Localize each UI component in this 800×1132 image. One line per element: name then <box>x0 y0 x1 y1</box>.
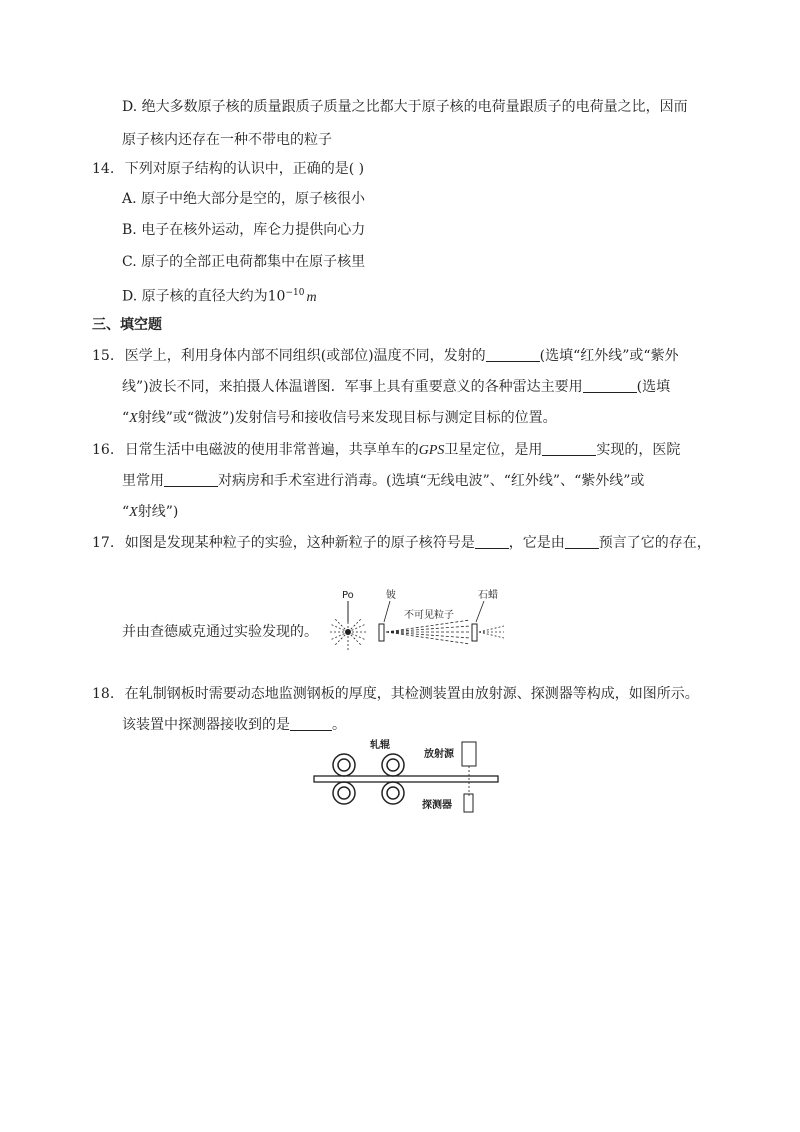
q18-fig-detector-label: 探测器 <box>422 800 452 811</box>
q16-text-4: 里常用 <box>122 473 164 489</box>
q18-line2 <box>122 715 346 735</box>
q17-fig-radiation-rays <box>328 612 368 652</box>
q18-line1 <box>92 684 699 704</box>
q18-number: 18. <box>92 686 115 702</box>
q16-x-symbol: X <box>129 505 138 520</box>
q13-option-d-line2: 原子核内还存在一种不带电的粒子 <box>122 132 332 148</box>
q15-line2 <box>122 377 670 397</box>
q17-blank-1[interactable] <box>475 534 509 549</box>
q18-text-3: 。 <box>332 717 346 733</box>
q18-fig-detector-box <box>464 794 473 812</box>
q18-fig-source-label: 放射源 <box>424 749 454 760</box>
q15-text-6: 射线”或“微波”)发射信号和接收信号来发现目标与测定目标的位置。 <box>137 410 557 426</box>
q15-line1 <box>92 346 679 366</box>
q18-blank-1[interactable] <box>290 716 332 731</box>
q14-stem: 下列对原子结构的认识中，正确的是( ) <box>124 161 365 177</box>
q17-text-2: ，它是由 <box>508 535 565 551</box>
q16-text-6: “ <box>122 504 130 520</box>
q17-fig-beryllium <box>379 624 384 641</box>
q15-text-4: (选填 <box>636 379 671 395</box>
q16-text-2: 卫星定位，是用 <box>444 442 543 458</box>
q18-rolling-figure <box>312 738 502 816</box>
q15-text-1: 医学上，利用身体内部不同组织(或部位)温度不同，发射的 <box>124 348 486 364</box>
section-title-fill-in: 三、填空题 <box>92 317 162 333</box>
q15-blank-1[interactable] <box>486 347 540 362</box>
q16-line1 <box>92 440 680 461</box>
q15-text-3: 线”)波长不同，来拍摄人体温谱图．军事上具有重要意义的各种雷达主要用 <box>122 379 583 395</box>
q18-fig-rollers-label: 轧辊 <box>370 740 390 751</box>
q16-line3 <box>122 502 178 523</box>
q16-text-7: 射线”) <box>137 504 179 520</box>
q14-option-c: C. 原子的全部正电荷都集中在原子核里 <box>122 254 366 270</box>
q15-blank-2[interactable] <box>583 378 637 393</box>
q14-question <box>92 159 364 179</box>
q16-text-5: 对病房和手术室进行消毒。(选填“无线电波”、“红外线”、“紫外线”或 <box>218 473 645 489</box>
q14-option-d-text: D. 原子核的直径大约为10 <box>122 288 286 305</box>
q17-line2: 并由查德威克通过实验发现的。 <box>122 624 318 640</box>
q14-option-d <box>122 283 317 308</box>
q18-fig-rollers <box>333 754 404 804</box>
q17-fig-be-label: 铍 <box>386 590 396 601</box>
q16-blank-1[interactable] <box>542 441 596 456</box>
q15-line3 <box>122 408 557 429</box>
q17-fig-po-label: Po <box>342 590 354 601</box>
q17-line1 <box>92 533 711 553</box>
q18-fig-steel-plate <box>314 776 498 782</box>
q15-text-5: “ <box>122 410 130 426</box>
q17-fig-paraffin-pointer <box>476 601 484 622</box>
q16-text-3: 实现的，医院 <box>596 442 681 458</box>
q18-text-1: 在轧制钢板时需要动态地监测钢板的厚度，其检测装置由放射源、探测器等构成，如图所示。 <box>124 686 699 702</box>
q16-line2 <box>122 471 644 491</box>
q17-text-1: 如图是发现某种粒子的实验，这种新粒子的原子核符号是 <box>124 535 475 551</box>
q17-fig-paraffin-label: 石蜡 <box>478 590 498 601</box>
q17-blank-2[interactable] <box>565 534 599 549</box>
q18-text-2: 该装置中探测器接收到的是 <box>122 717 290 733</box>
q17-fig-be-pointer <box>384 601 390 622</box>
q14-option-d-exponent: −10 <box>285 288 305 298</box>
q17-fig-invisible-label: 不可见粒子 <box>404 610 454 621</box>
q17-number: 17. <box>92 535 115 551</box>
q18-fig-source-box <box>462 742 476 766</box>
q17-fig-invisible-rays <box>386 620 470 644</box>
q16-blank-2[interactable] <box>164 472 218 487</box>
q17-text-3: 预言了它的存在， <box>598 535 711 551</box>
q15-text-2: (选填“红外线”或“紫外 <box>539 348 679 364</box>
q17-fig-proton-rays <box>479 626 504 638</box>
q17-fig-paraffin <box>472 624 477 641</box>
q14-number: 14. <box>92 161 115 177</box>
q15-number: 15. <box>92 348 115 364</box>
q14-option-b: B. 电子在核外运动，库仑力提供向心力 <box>122 222 366 238</box>
q16-number: 16. <box>92 442 115 458</box>
q14-option-d-unit: m <box>306 289 317 305</box>
q13-option-d-line1: D. 绝大多数原子核的质量跟质子质量之比都大于原子核的电荷量跟质子的电荷量之比，因而 <box>122 99 688 115</box>
q17-experiment-figure <box>322 588 522 660</box>
q16-gps: GPS <box>418 443 445 458</box>
q14-option-a: A. 原子中绝大部分是空的，原子核很小 <box>122 191 366 207</box>
q15-x-symbol: X <box>129 411 138 426</box>
q16-text-1: 日常生活中电磁波的使用非常普遍，共享单车的 <box>124 442 419 458</box>
